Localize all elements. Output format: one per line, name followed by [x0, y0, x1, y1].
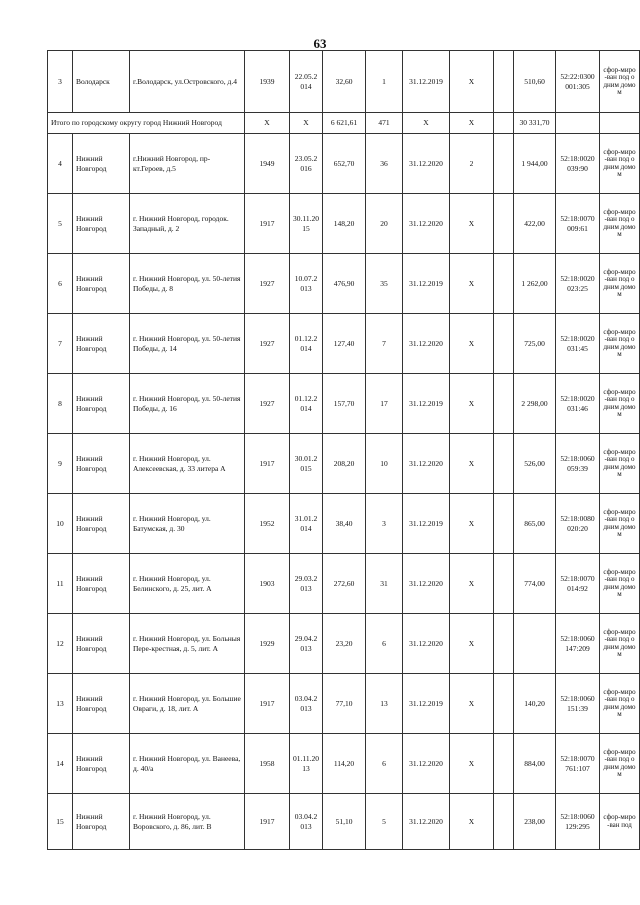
- cell-date: 31.01.2014: [290, 494, 323, 554]
- cell-col9: X: [450, 374, 494, 434]
- cell-num: 12: [48, 614, 73, 674]
- cell-cadastral: 52:18:0020031:46: [556, 374, 600, 434]
- cell-address: г. Нижний Новгород, ул. 50-летия Победы, д. 14: [130, 314, 245, 374]
- cell-note: сфор-миро-ван под одним домом: [600, 194, 640, 254]
- cell-people: 31: [366, 554, 403, 614]
- cell-year: 1903: [245, 554, 290, 614]
- cell-num: 14: [48, 734, 73, 794]
- cell-year: 1917: [245, 794, 290, 850]
- cell-area: 157,70: [323, 374, 366, 434]
- cell-num: 8: [48, 374, 73, 434]
- cell-district: Нижний Новгород: [73, 674, 130, 734]
- cell-col10: [494, 194, 514, 254]
- cell-date: 30.11.2015: [290, 194, 323, 254]
- cell-note: сфор-миро-ван под одним домом: [600, 374, 640, 434]
- cell-cadastral: 52:18:0020039:90: [556, 134, 600, 194]
- cell-address: г.Володарск, ул.Островского, д.4: [130, 51, 245, 113]
- cell-col9: X: [450, 494, 494, 554]
- total-cadastral: [556, 113, 600, 134]
- cell-deadline: 31.12.2019: [403, 494, 450, 554]
- total-cost: 30 331,70: [514, 113, 556, 134]
- cell-col10: [494, 614, 514, 674]
- cell-district: Володарск: [73, 51, 130, 113]
- cell-note: сфор-миро-ван под одним домом: [600, 674, 640, 734]
- cell-cadastral: 52:18:0070014:92: [556, 554, 600, 614]
- table-row: [48, 494, 640, 554]
- cell-note: сфор-миро-ван под одним домом: [600, 614, 640, 674]
- cell-note: сфор-миро-ван под одним домом: [600, 434, 640, 494]
- table-row: [48, 554, 640, 614]
- housing-register-table: [47, 50, 640, 850]
- cell-area: 148,20: [323, 194, 366, 254]
- cell-district: Нижний Новгород: [73, 194, 130, 254]
- cell-col9: X: [450, 794, 494, 850]
- table-row: [48, 314, 640, 374]
- cell-cost: 510,60: [514, 51, 556, 113]
- cell-cost: 2 298,00: [514, 374, 556, 434]
- cell-cadastral: 52:18:0060129:295: [556, 794, 600, 850]
- cell-year: 1949: [245, 134, 290, 194]
- table-row: [48, 434, 640, 494]
- table-row: [48, 794, 640, 850]
- total-year: X: [245, 113, 290, 134]
- cell-date: 03.04.2013: [290, 794, 323, 850]
- total-col9: X: [450, 113, 494, 134]
- cell-address: г. Нижний Новгород, ул. Ванеева, д. 40/а: [130, 734, 245, 794]
- cell-area: 77,10: [323, 674, 366, 734]
- total-date: X: [290, 113, 323, 134]
- cell-col9: X: [450, 614, 494, 674]
- cell-area: 476,90: [323, 254, 366, 314]
- cell-cadastral: 52:18:0060059:39: [556, 434, 600, 494]
- total-label: Итого по городскому округу город Нижний Новгород: [48, 113, 245, 134]
- cell-note: сфор-миро-ван под одним домом: [600, 51, 640, 113]
- cell-deadline: 31.12.2019: [403, 51, 450, 113]
- table-row: [48, 134, 640, 194]
- cell-date: 29.03.2013: [290, 554, 323, 614]
- cell-area: 114,20: [323, 734, 366, 794]
- cell-district: Нижний Новгород: [73, 374, 130, 434]
- cell-cost: 1 262,00: [514, 254, 556, 314]
- cell-cost: [514, 614, 556, 674]
- cell-cadastral: 52:18:0070009:61: [556, 194, 600, 254]
- cell-note: сфор-миро-ван под одним домом: [600, 314, 640, 374]
- cell-address: г. Нижний Новгород, ул. 50-летия Победы, д. 16: [130, 374, 245, 434]
- cell-people: 5: [366, 794, 403, 850]
- cell-col9: X: [450, 194, 494, 254]
- cell-deadline: 31.12.2020: [403, 194, 450, 254]
- table-body: [48, 51, 640, 850]
- total-col10: [494, 113, 514, 134]
- cell-note: сфор-миро-ван под одним домом: [600, 254, 640, 314]
- cell-people: 10: [366, 434, 403, 494]
- cell-col10: [494, 134, 514, 194]
- table-row: [48, 374, 640, 434]
- cell-col10: [494, 314, 514, 374]
- cell-address: г. Нижний Новгород, городок. Западный, д. 2: [130, 194, 245, 254]
- cell-num: 11: [48, 554, 73, 614]
- cell-people: 6: [366, 614, 403, 674]
- cell-num: 5: [48, 194, 73, 254]
- table-row: [48, 194, 640, 254]
- cell-people: 13: [366, 674, 403, 734]
- cell-col9: X: [450, 434, 494, 494]
- cell-cost: 1 944,00: [514, 134, 556, 194]
- cell-cadastral: 52:22:0300001:305: [556, 51, 600, 113]
- cell-num: 9: [48, 434, 73, 494]
- cell-date: 01.12.2014: [290, 374, 323, 434]
- cell-num: 13: [48, 674, 73, 734]
- cell-district: Нижний Новгород: [73, 494, 130, 554]
- cell-year: 1927: [245, 314, 290, 374]
- cell-address: г.Нижний Новгород, пр-кт.Героев, д.5: [130, 134, 245, 194]
- cell-col9: X: [450, 554, 494, 614]
- cell-num: 7: [48, 314, 73, 374]
- cell-address: г. Нижний Новгород, ул. 50-летия Победы, д. 8: [130, 254, 245, 314]
- total-row: [48, 113, 640, 134]
- cell-note: сфор-миро-ван под одним домом: [600, 494, 640, 554]
- cell-district: Нижний Новгород: [73, 314, 130, 374]
- cell-area: 38,40: [323, 494, 366, 554]
- cell-district: Нижний Новгород: [73, 554, 130, 614]
- cell-district: Нижний Новгород: [73, 134, 130, 194]
- cell-date: 29.04.2013: [290, 614, 323, 674]
- cell-col10: [494, 494, 514, 554]
- cell-num: 4: [48, 134, 73, 194]
- table-row: [48, 674, 640, 734]
- page-number: 63: [313, 36, 327, 51]
- cell-col10: [494, 374, 514, 434]
- cell-date: 01.12.2014: [290, 314, 323, 374]
- cell-year: 1917: [245, 674, 290, 734]
- cell-year: 1927: [245, 374, 290, 434]
- cell-note: сфор-миро-ван под: [600, 794, 640, 850]
- cell-address: г. Нижний Новгород, ул. Воровского, д. 86, лит. В: [130, 794, 245, 850]
- cell-num: 6: [48, 254, 73, 314]
- cell-num: 3: [48, 51, 73, 113]
- cell-date: 01.11.2013: [290, 734, 323, 794]
- cell-cost: 884,00: [514, 734, 556, 794]
- cell-cadastral: 52:18:0070761:107: [556, 734, 600, 794]
- cell-deadline: 31.12.2020: [403, 554, 450, 614]
- cell-deadline: 31.12.2020: [403, 614, 450, 674]
- cell-area: 23,20: [323, 614, 366, 674]
- cell-num: 10: [48, 494, 73, 554]
- cell-col9: X: [450, 314, 494, 374]
- cell-cost: 725,00: [514, 314, 556, 374]
- cell-col10: [494, 734, 514, 794]
- cell-year: 1958: [245, 734, 290, 794]
- cell-cadastral: 52:18:0060151:39: [556, 674, 600, 734]
- cell-deadline: 31.12.2019: [403, 674, 450, 734]
- cell-col9: X: [450, 674, 494, 734]
- cell-note: сфор-миро-ван под одним домом: [600, 734, 640, 794]
- cell-col9: X: [450, 51, 494, 113]
- cell-col10: [494, 794, 514, 850]
- cell-district: Нижний Новгород: [73, 614, 130, 674]
- cell-cost: 422,00: [514, 194, 556, 254]
- cell-year: 1917: [245, 194, 290, 254]
- cell-district: Нижний Новгород: [73, 794, 130, 850]
- total-area: 6 621,61: [323, 113, 366, 134]
- cell-cost: 865,00: [514, 494, 556, 554]
- cell-deadline: 31.12.2020: [403, 134, 450, 194]
- cell-year: 1952: [245, 494, 290, 554]
- table-row: [48, 734, 640, 794]
- cell-people: 36: [366, 134, 403, 194]
- cell-date: 03.04.2013: [290, 674, 323, 734]
- cell-col10: [494, 51, 514, 113]
- cell-deadline: 31.12.2020: [403, 434, 450, 494]
- cell-cadastral: 52:18:0080020:20: [556, 494, 600, 554]
- cell-col10: [494, 674, 514, 734]
- cell-people: 6: [366, 734, 403, 794]
- cell-address: г. Нижний Новгород, ул. Алексеевская, д. 33 литера А: [130, 434, 245, 494]
- cell-district: Нижний Новгород: [73, 254, 130, 314]
- total-people: 471: [366, 113, 403, 134]
- cell-deadline: 31.12.2020: [403, 734, 450, 794]
- cell-deadline: 31.12.2019: [403, 374, 450, 434]
- cell-cost: 238,00: [514, 794, 556, 850]
- cell-cadastral: 52:18:0020023:25: [556, 254, 600, 314]
- cell-area: 32,60: [323, 51, 366, 113]
- cell-cadastral: 52:18:0020031:45: [556, 314, 600, 374]
- cell-col10: [494, 554, 514, 614]
- cell-area: 127,40: [323, 314, 366, 374]
- cell-year: 1939: [245, 51, 290, 113]
- cell-note: сфор-миро-ван под одним домом: [600, 554, 640, 614]
- cell-date: 30.01.2015: [290, 434, 323, 494]
- cell-cost: 526,00: [514, 434, 556, 494]
- cell-area: 208,20: [323, 434, 366, 494]
- table-row: [48, 614, 640, 674]
- cell-address: г. Нижний Новгород, ул. Больныя Пере-крестная, д. 5, лит. А: [130, 614, 245, 674]
- cell-cost: 140,20: [514, 674, 556, 734]
- cell-address: г. Нижний Новгород, ул. Батумская, д. 30: [130, 494, 245, 554]
- cell-col9: X: [450, 734, 494, 794]
- cell-col9: 2: [450, 134, 494, 194]
- cell-col9: X: [450, 254, 494, 314]
- cell-deadline: 31.12.2020: [403, 314, 450, 374]
- cell-district: Нижний Новгород: [73, 434, 130, 494]
- cell-people: 20: [366, 194, 403, 254]
- cell-date: 10.07.2013: [290, 254, 323, 314]
- cell-note: сфор-миро-ван под одним домом: [600, 134, 640, 194]
- cell-area: 272,60: [323, 554, 366, 614]
- cell-cost: 774,00: [514, 554, 556, 614]
- cell-deadline: 31.12.2020: [403, 794, 450, 850]
- cell-date: 23.05.2016: [290, 134, 323, 194]
- total-note: [600, 113, 640, 134]
- cell-area: 652,70: [323, 134, 366, 194]
- cell-col10: [494, 434, 514, 494]
- total-deadline: X: [403, 113, 450, 134]
- cell-col10: [494, 254, 514, 314]
- cell-cadastral: 52:18:0060147:209: [556, 614, 600, 674]
- cell-date: 22.05.2014: [290, 51, 323, 113]
- cell-year: 1929: [245, 614, 290, 674]
- cell-num: 15: [48, 794, 73, 850]
- cell-address: г. Нижний Новгород, ул. Белинского, д. 25, лит. А: [130, 554, 245, 614]
- cell-people: 1: [366, 51, 403, 113]
- cell-deadline: 31.12.2019: [403, 254, 450, 314]
- cell-year: 1927: [245, 254, 290, 314]
- cell-people: 35: [366, 254, 403, 314]
- table-row: [48, 51, 640, 113]
- cell-people: 7: [366, 314, 403, 374]
- cell-address: г. Нижний Новгород, ул. Большие Овраги, д. 18, лит. А: [130, 674, 245, 734]
- cell-district: Нижний Новгород: [73, 734, 130, 794]
- cell-year: 1917: [245, 434, 290, 494]
- cell-area: 51,10: [323, 794, 366, 850]
- table-row: [48, 254, 640, 314]
- cell-people: 3: [366, 494, 403, 554]
- cell-people: 17: [366, 374, 403, 434]
